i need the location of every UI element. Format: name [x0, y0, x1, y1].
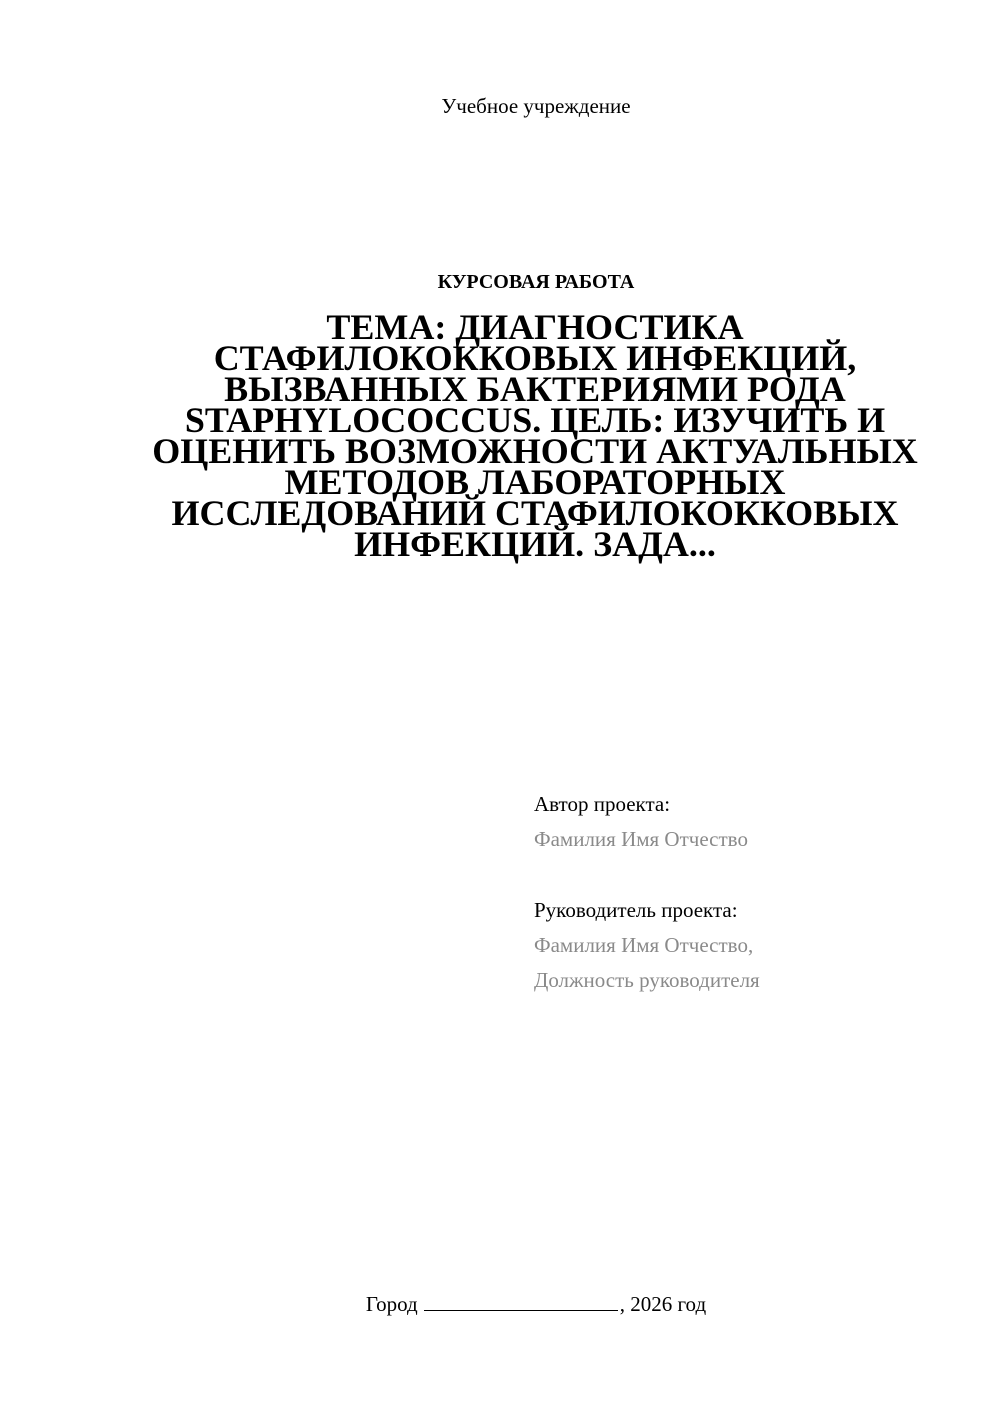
year-label: , 2026 год	[619, 1292, 707, 1316]
city-label: Город	[365, 1292, 418, 1316]
author-label: Автор проекта:	[534, 792, 671, 816]
footer-city-year	[0, 1289, 1000, 1319]
supervisor-position: Должность руководителя	[534, 968, 760, 992]
supervisor-block	[534, 893, 954, 998]
institution-name: Учебное учреждение	[441, 94, 631, 118]
supervisor-label: Руководитель проекта:	[534, 898, 738, 922]
author-name: Фамилия Имя Отчество	[534, 827, 748, 851]
author-block	[534, 787, 954, 857]
work-type-heading: КУРСОВАЯ РАБОТА	[437, 271, 635, 293]
topic-title: ТЕМА: ДИАГНОСТИКА СТАФИЛОКОККОВЫХ ИНФЕКЦИЙ, ВЫЗВАННЫХ БАКТЕРИЯМИ РОДА STAPHYLOCOCCUS. ЦЕЛЬ: ИЗУЧИТЬ И ОЦЕНИТЬ ВОЗМОЖНОСТИ АКТУАЛЬНЫХ МЕТОДОВ ЛАБОРАТОРНЫХ ИССЛЕДОВАНИЙ СТАФИЛОКОККОВЫХ ИНФЕКЦИЙ. ЗАДА...	[152, 307, 918, 564]
city-blank-line	[424, 1290, 618, 1311]
supervisor-name: Фамилия Имя Отчество,	[534, 933, 754, 957]
